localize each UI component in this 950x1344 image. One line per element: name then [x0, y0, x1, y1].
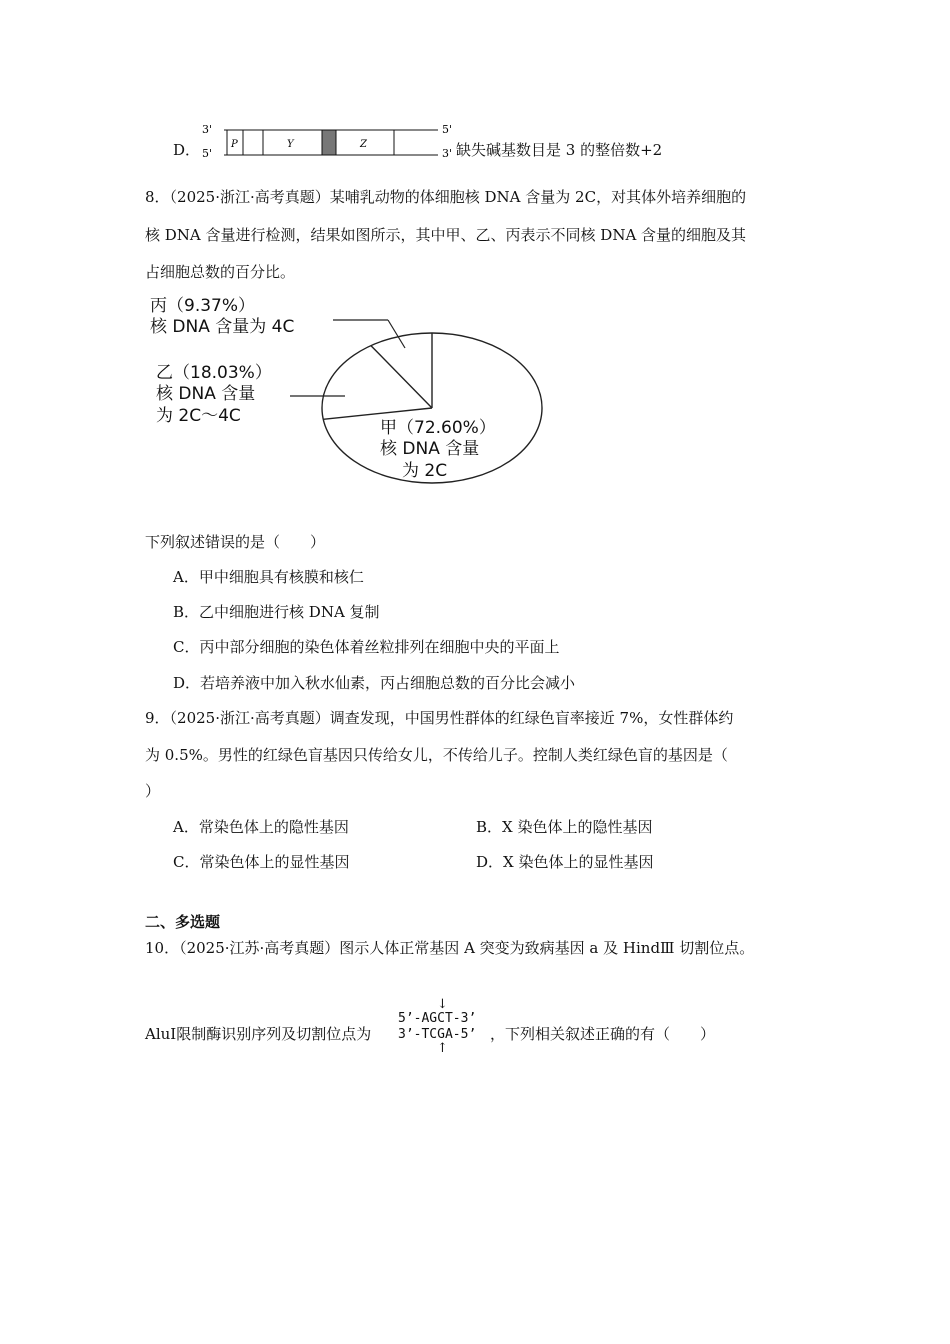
gene-top-right-label: 5' [442, 123, 453, 136]
q10-stem-suffix: ，下列相关叙述正确的有（ ） [490, 1025, 716, 1043]
pie-label-yi-line-1: 乙（18.03%） [156, 363, 272, 383]
cut-arrow-up-icon: ↑ [437, 1041, 448, 1056]
cut-arrow-down-icon: ↓ [437, 997, 448, 1012]
leader-line-bing-2 [388, 320, 405, 348]
gene-segment-z: Z [360, 139, 367, 150]
q8-stem-line-1: 8．（2025·浙江·高考真题）某哺乳动物的体细胞核 DNA 含量为 2C，对其体外培养细胞的 [145, 188, 747, 206]
pie-label-jia-line-1: 甲（72.60%） [380, 418, 496, 438]
q7-option-d-text: 缺失碱基数目是 3 的整倍数+2 [456, 141, 663, 159]
pie-label-yi [156, 363, 272, 427]
pie-label-yi-line-2: 核 DNA 含量 [156, 384, 256, 405]
gene-bottom-right-label: 3' [442, 147, 453, 160]
q10-stem-line-1: 10．（2025·江苏·高考真题）图示人体正常基因 A 突变为致病基因 a 及 HindⅢ 切割位点。 [145, 939, 755, 957]
q8-option-d[interactable]: D．若培养液中加入秋水仙素，丙占细胞总数的百分比会减小 [173, 674, 576, 692]
q9-stem-line-1: 9．（2025·浙江·高考真题）调查发现，中国男性群体的红绿色盲率接近 7%，女性群体约 [145, 709, 734, 727]
gene-segment-p: P [231, 139, 238, 150]
q9-stem-line-2: 为 0.5%。男性的红绿色盲基因只传给女儿，不传给儿子。控制人类红绿色盲的基因是（ [145, 746, 728, 764]
gene-segment-y: Y [287, 139, 294, 150]
q8-question: 下列叙述错误的是（ ） [145, 533, 326, 551]
pie-divider-bing-yi [371, 346, 432, 408]
q7-gene-diagram [198, 120, 460, 160]
q8-stem-line-3: 占细胞总数的百分比。 [145, 263, 296, 281]
q8-option-b[interactable]: B．乙中细胞进行核 DNA 复制 [173, 603, 380, 621]
q8-option-c[interactable]: C．丙中部分细胞的染色体着丝粒排列在细胞中央的平面上 [173, 638, 560, 656]
q9-stem-line-3: ） [145, 782, 161, 800]
gene-top-left-label: 3' [202, 123, 213, 136]
pie-label-bing-line-2: 核 DNA 含量为 4C [150, 317, 295, 338]
section-heading-multiple-choice: 二、多选题 [145, 913, 221, 931]
pie-label-jia [380, 418, 496, 482]
q8-option-a[interactable]: A．甲中细胞具有核膜和核仁 [173, 568, 364, 586]
q10-stem-prefix: AluⅠ限制酶识别序列及切割位点为 [145, 1025, 372, 1043]
pie-label-jia-line-2: 核 DNA 含量 [380, 439, 480, 460]
pie-label-jia-line-3: 为 2C [402, 460, 448, 481]
q7-option-d-letter: D． [173, 141, 201, 159]
q9-option-c[interactable]: C．常染色体上的显性基因 [173, 853, 350, 871]
q9-option-b[interactable]: B．X 染色体上的隐性基因 [476, 818, 653, 836]
pie-label-yi-line-3: 为 2C～4C [156, 405, 241, 426]
q10-seq-bottom: 3’-TCGA-5’ [398, 1027, 477, 1042]
q9-option-a[interactable]: A．常染色体上的隐性基因 [173, 818, 349, 836]
q10-seq-top: 5’-AGCT-3’ [398, 1011, 477, 1026]
pie-label-bing [150, 296, 294, 339]
gene-bottom-left-label: 5' [202, 147, 213, 160]
q9-option-d[interactable]: D．X 染色体上的显性基因 [476, 853, 654, 871]
q8-stem-line-2: 核 DNA 含量进行检测，结果如图所示，其中甲、乙、丙表示不同核 DNA 含量的细胞及其 [145, 226, 747, 244]
pie-label-bing-line-1: 丙（9.37%） [150, 296, 256, 316]
